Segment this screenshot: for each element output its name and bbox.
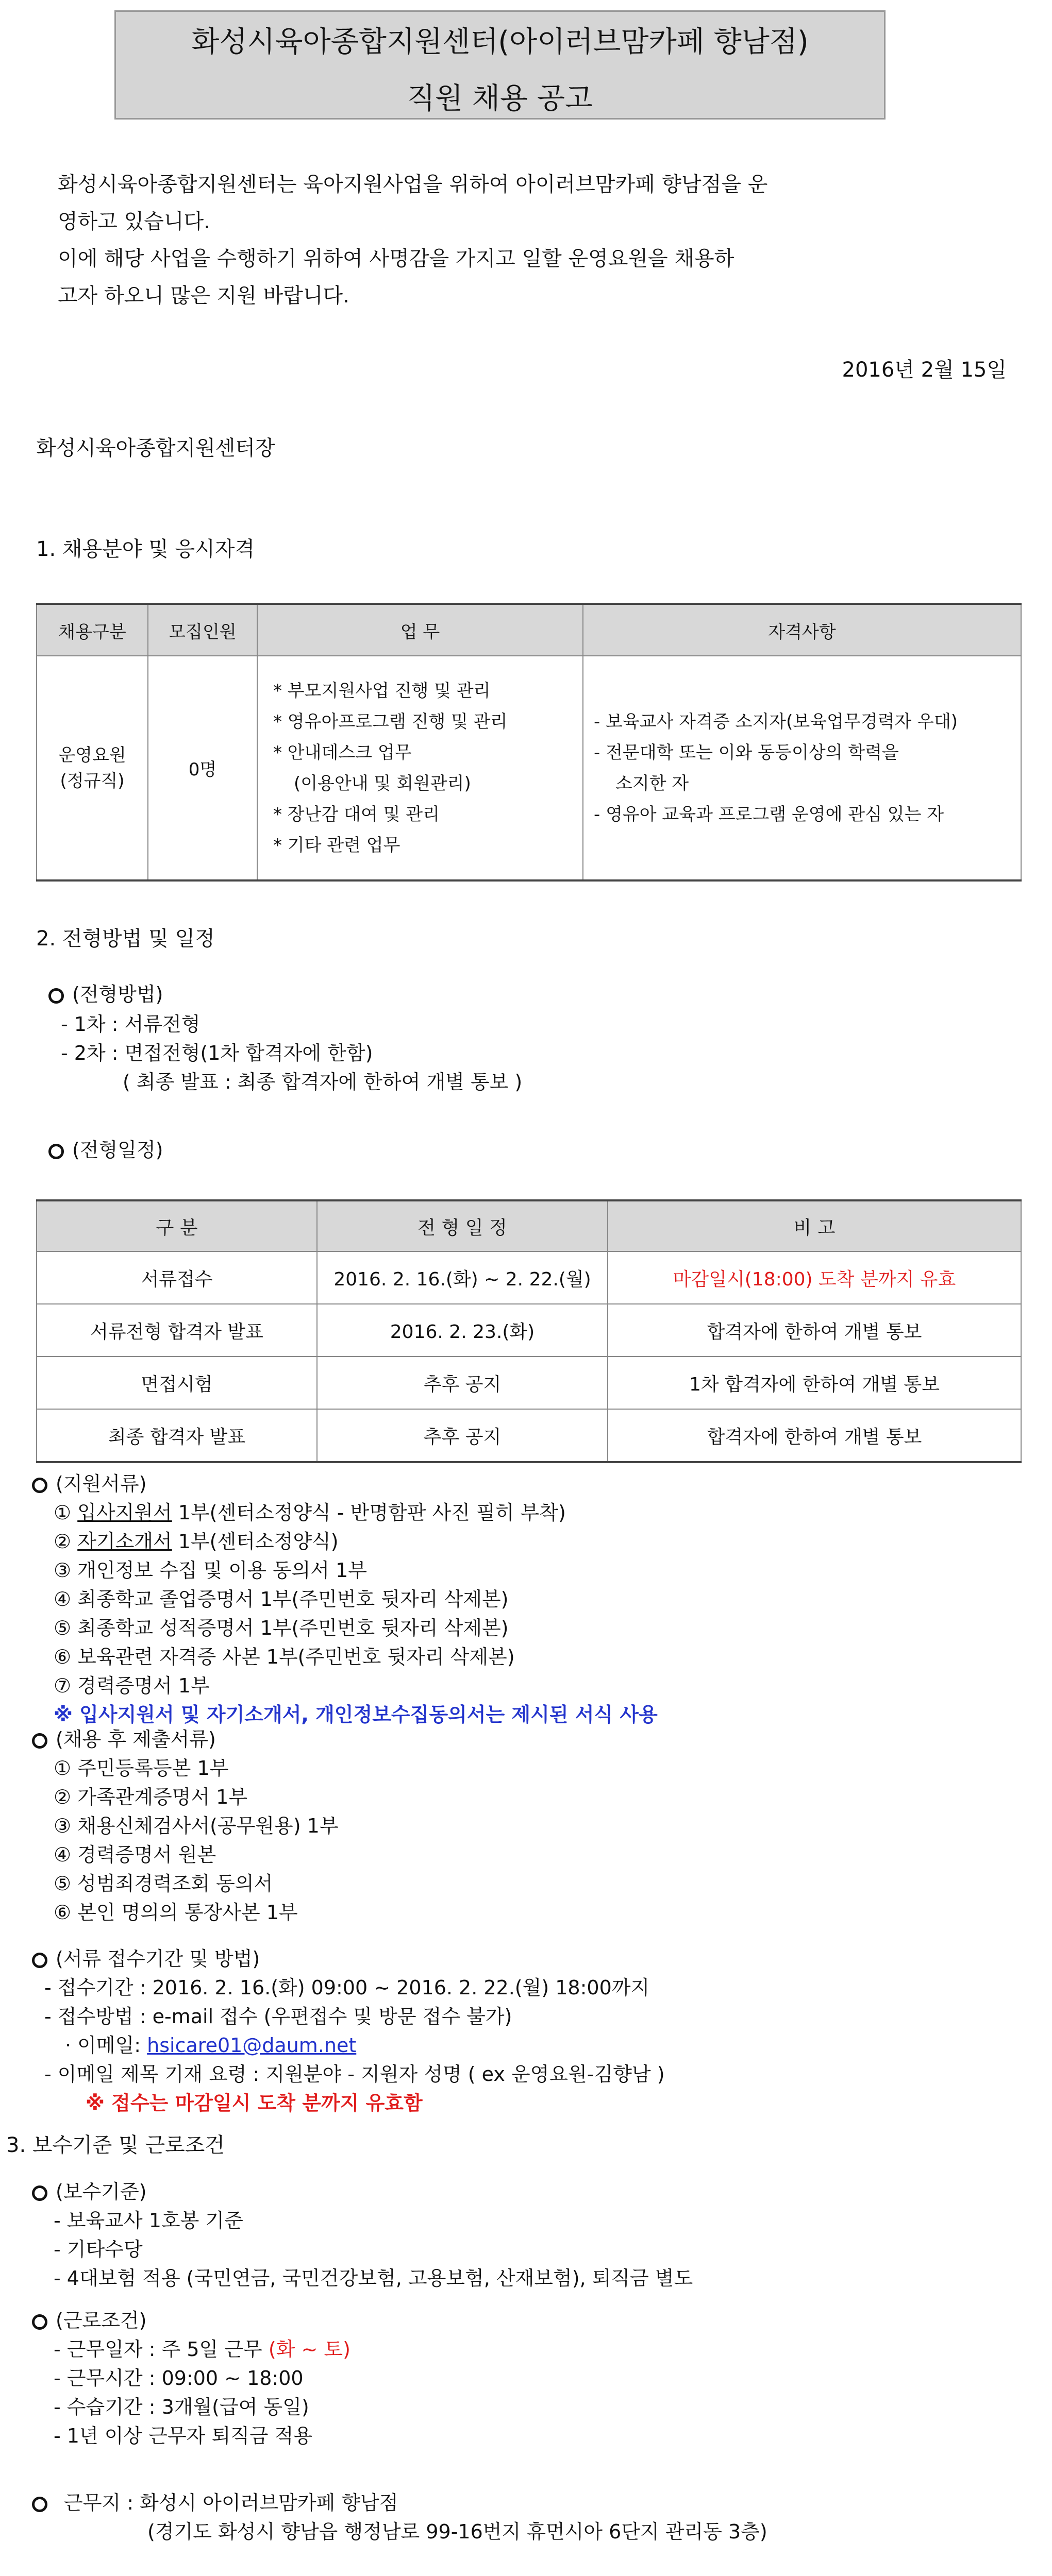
- table-row: [37, 1304, 1021, 1357]
- qualification-item: 소지한 자: [615, 773, 689, 794]
- doc-desc: 최종학교 성적증명서 1부(주민번호 뒷자리 삭제본): [77, 1617, 509, 1639]
- circle-bullet-icon: [32, 1733, 47, 1749]
- docs-note: ※ 입사지원서 및 자기소개서, 개인정보수집동의서는 제시된 서식 사용: [54, 1703, 658, 1726]
- list-item: ③ 채용신체검사서(공무원용) 1부: [54, 1815, 339, 1837]
- duty-item: * 기타 관련 업무: [273, 835, 400, 856]
- method-lines: [61, 1010, 522, 1096]
- doc-num: ③: [54, 1559, 72, 1582]
- pay-line: - 보육교사 1호봉 기준: [54, 2209, 243, 2232]
- doc-name: 자기소개서: [77, 1530, 172, 1553]
- qualification-item: - 보육교사 자격증 소지자(보육업무경력자 우대): [594, 711, 958, 732]
- doc-num: ⑤: [54, 1617, 72, 1639]
- schedule-note: 합격자에 한하여 개별 통보: [608, 1304, 1021, 1357]
- duty-item: * 안내데스크 업무: [273, 742, 412, 763]
- condition-line: - 1년 이상 근무자 퇴직금 적용: [54, 2425, 313, 2447]
- list-item: [32, 1671, 658, 1700]
- receipt-heading: [32, 1944, 665, 1973]
- doc-desc: 경력증명서 1부: [77, 1674, 210, 1697]
- cell-qualifications: [583, 656, 1021, 880]
- schedule-note: 마감일시(18:00) 도착 분까지 유효: [608, 1251, 1021, 1304]
- method-line: - 2차 : 면접전형(1차 합격자에 한함): [61, 1042, 373, 1064]
- circle-bullet-icon: [32, 2497, 47, 2512]
- email-link[interactable]: hsicare01@daum.net: [147, 2034, 357, 2057]
- docs-section: [32, 1469, 658, 1729]
- doc-num: ⑥: [54, 1646, 72, 1668]
- intro-line: 화성시육아종합지원센터는 육아지원사업을 위하여 아이러브맘카페 향남점을 운: [58, 173, 768, 196]
- schedule-note: 합격자에 한하여 개별 통보: [608, 1409, 1021, 1462]
- col-header-note: 비 고: [608, 1200, 1021, 1251]
- intro-line: 이에 해당 사업을 수행하기 위하여 사명감을 가지고 일할 운영요원을 채용하: [58, 247, 734, 270]
- condition-line: - 근무시간 : 09:00 ~ 18:00: [54, 2367, 304, 2389]
- qualification-item: - 영유아 교육과 프로그램 운영에 관심 있는 자: [594, 804, 944, 825]
- pay-line: - 4대보험 적용 (국민연금, 국민건강보험, 고용보험, 산재보험), 퇴직금 별도: [54, 2267, 693, 2290]
- doc-desc: 최종학교 졸업증명서 1부(주민번호 뒷자리 삭제본): [77, 1588, 509, 1611]
- col-header-type: 구 분: [37, 1200, 317, 1251]
- category-sub-text: (정규직): [60, 770, 125, 791]
- schedule-name: 서류전형 합격자 발표: [37, 1304, 317, 1357]
- doc-desc: 보육관련 자격증 사본 1부(주민번호 뒷자리 삭제본): [77, 1646, 515, 1668]
- circle-bullet-icon: [32, 2185, 47, 2201]
- table-row: [37, 1357, 1021, 1409]
- cell-count: 0명: [148, 656, 257, 880]
- doc-name: 입사지원서: [77, 1501, 172, 1524]
- list-item: ⑤ 성범죄경력조회 동의서: [54, 1872, 273, 1895]
- schedule-note: 1차 합격자에 한하여 개별 통보: [608, 1357, 1021, 1409]
- title-line1: 화성시육아종합지원센터(아이러브맘카페 향남점): [191, 25, 809, 59]
- pay-heading: [32, 2177, 693, 2206]
- list-item: ① 주민등록등본 1부: [54, 1757, 229, 1780]
- table-row: [37, 1251, 1021, 1304]
- list-item: [32, 1527, 658, 1556]
- list-item: ② 가족관계증명서 1부: [54, 1786, 248, 1808]
- list-item: [32, 1614, 658, 1642]
- email-subject-rule: - 이메일 제목 기재 요령 : 지원분야 - 지원자 성명 ( ex 운영요원-김향남 ): [44, 2063, 665, 2086]
- schedule-name: 면접시험: [37, 1357, 317, 1409]
- workplace-heading: [32, 2488, 767, 2517]
- after-docs-heading: [32, 1725, 339, 1754]
- workplace-text: 근무지 : 화성시 아이러브맘카페 향남점: [64, 2492, 398, 2514]
- category-text: 운영요원: [58, 744, 126, 766]
- cell-category: [37, 656, 148, 880]
- workdays-line: [32, 2335, 350, 2364]
- schedule-date: 추후 공지: [317, 1357, 608, 1409]
- doc-desc: 1부(센터소정양식): [172, 1530, 339, 1553]
- after-docs-title: (채용 후 제출서류): [56, 1728, 216, 1751]
- intro-line: 고자 하오니 많은 지원 바랍니다.: [58, 284, 349, 308]
- intro-line: 영하고 있습니다.: [58, 210, 210, 233]
- schedule-date: 2016. 2. 16.(화) ~ 2. 22.(월): [317, 1251, 608, 1304]
- list-item: ⑥ 본인 명의의 통장사본 1부: [54, 1901, 298, 1924]
- duty-item: * 영유아프로그램 진행 및 관리: [273, 711, 508, 732]
- duty-item: * 부모지원사업 진행 및 관리: [273, 680, 491, 701]
- qualification-item: - 전문대학 또는 이와 동등이상의 학력을: [594, 742, 899, 763]
- doc-num: ②: [54, 1530, 72, 1553]
- docs-title: (지원서류): [56, 1472, 147, 1495]
- schedule-table: [36, 1199, 1022, 1463]
- doc-desc: 1부(센터소정양식 - 반명함판 사진 필히 부착): [172, 1501, 566, 1524]
- list-item: [32, 1556, 658, 1585]
- table-row: [37, 1409, 1021, 1462]
- schedule-date: 2016. 2. 23.(화): [317, 1304, 608, 1357]
- col-header-duties: 업 무: [257, 604, 583, 656]
- schedule-title: (전형일정): [72, 1139, 163, 1161]
- col-header-qualifications: 자격사항: [583, 604, 1021, 656]
- section2-title: 2. 전형방법 및 일정: [36, 927, 215, 951]
- circle-bullet-icon: [48, 1144, 64, 1159]
- list-item: ④ 경력증명서 원본: [54, 1843, 216, 1866]
- workdays-text: - 근무일자 : 주 5일 근무: [54, 2338, 269, 2361]
- intro-paragraph: [58, 166, 1006, 314]
- email-label: · 이메일:: [65, 2034, 147, 2057]
- conditions-title: (근로조건): [56, 2309, 147, 2332]
- duty-item: * 장난감 대여 및 관리: [273, 804, 440, 825]
- condition-line: - 수습기간 : 3개월(급여 동일): [54, 2396, 309, 2418]
- doc-num: ④: [54, 1588, 72, 1611]
- circle-bullet-icon: [32, 1478, 47, 1493]
- pay-line: - 기타수당: [54, 2238, 143, 2261]
- schedule-heading: [48, 1136, 163, 1164]
- list-item: [32, 1585, 658, 1614]
- recruit-table: [36, 603, 1022, 882]
- after-docs-section: [32, 1725, 339, 1927]
- conditions-heading: [32, 2306, 350, 2335]
- col-header-count: 모집인원: [148, 604, 257, 656]
- section3-title: 3. 보수기준 및 근로조건: [6, 2133, 225, 2157]
- circle-bullet-icon: [48, 988, 64, 1004]
- pay-section: [32, 2177, 693, 2293]
- receipt-section: [32, 1944, 665, 2117]
- schedule-name: 서류접수: [37, 1251, 317, 1304]
- workplace-address: (경기도 화성시 향남읍 행정남로 99-16번지 휴먼시아 6단지 관리동 3층): [147, 2520, 767, 2543]
- method-heading: [48, 980, 163, 1009]
- duty-item: (이용안내 및 회원관리): [294, 773, 471, 794]
- schedule-name: 최종 합격자 발표: [37, 1409, 317, 1462]
- col-header-category: 채용구분: [37, 604, 148, 656]
- method-line: - 1차 : 서류전형: [61, 1013, 201, 1036]
- doc-num: ⑦: [54, 1674, 72, 1697]
- method-title: (전형방법): [72, 983, 163, 1006]
- receipt-period: - 접수기간 : 2016. 2. 16.(화) 09:00 ~ 2016. 2. 22.(월) 18:00까지: [44, 1976, 650, 1999]
- circle-bullet-icon: [32, 2314, 47, 2330]
- email-line: [32, 2031, 665, 2060]
- title-line2: 직원 채용 공고: [407, 82, 593, 115]
- receipt-note: ※ 접수는 마감일시 도착 분까지 유효함: [86, 2092, 423, 2114]
- receipt-title: (서류 접수기간 및 방법): [56, 1947, 260, 1970]
- list-item: [32, 1642, 658, 1671]
- announcement-date: 2016년 2월 15일: [842, 358, 1007, 382]
- pay-title: (보수기준): [56, 2180, 147, 2203]
- doc-desc: 개인정보 수집 및 이용 동의서 1부: [77, 1559, 367, 1582]
- circle-bullet-icon: [32, 1953, 47, 1968]
- method-line: ( 최종 발표 : 최종 합격자에 한하여 개별 통보 ): [123, 1071, 523, 1093]
- workdays-days: (화 ~ 토): [268, 2338, 350, 2361]
- cell-duties: [257, 656, 583, 880]
- conditions-section: [32, 2306, 350, 2450]
- section1-title: 1. 채용분야 및 응시자격: [36, 537, 255, 561]
- organization-name: 화성시육아종합지원센터장: [36, 436, 275, 460]
- list-item: [32, 1498, 658, 1527]
- title-box: [114, 10, 886, 120]
- doc-num: ①: [54, 1501, 72, 1524]
- docs-heading: [32, 1469, 658, 1498]
- receipt-method: - 접수방법 : e-mail 접수 (우편접수 및 방문 접수 불가): [44, 2005, 512, 2028]
- schedule-date: 추후 공지: [317, 1409, 608, 1462]
- col-header-schedule: 전 형 일 정: [317, 1200, 608, 1251]
- workplace-section: [32, 2488, 767, 2546]
